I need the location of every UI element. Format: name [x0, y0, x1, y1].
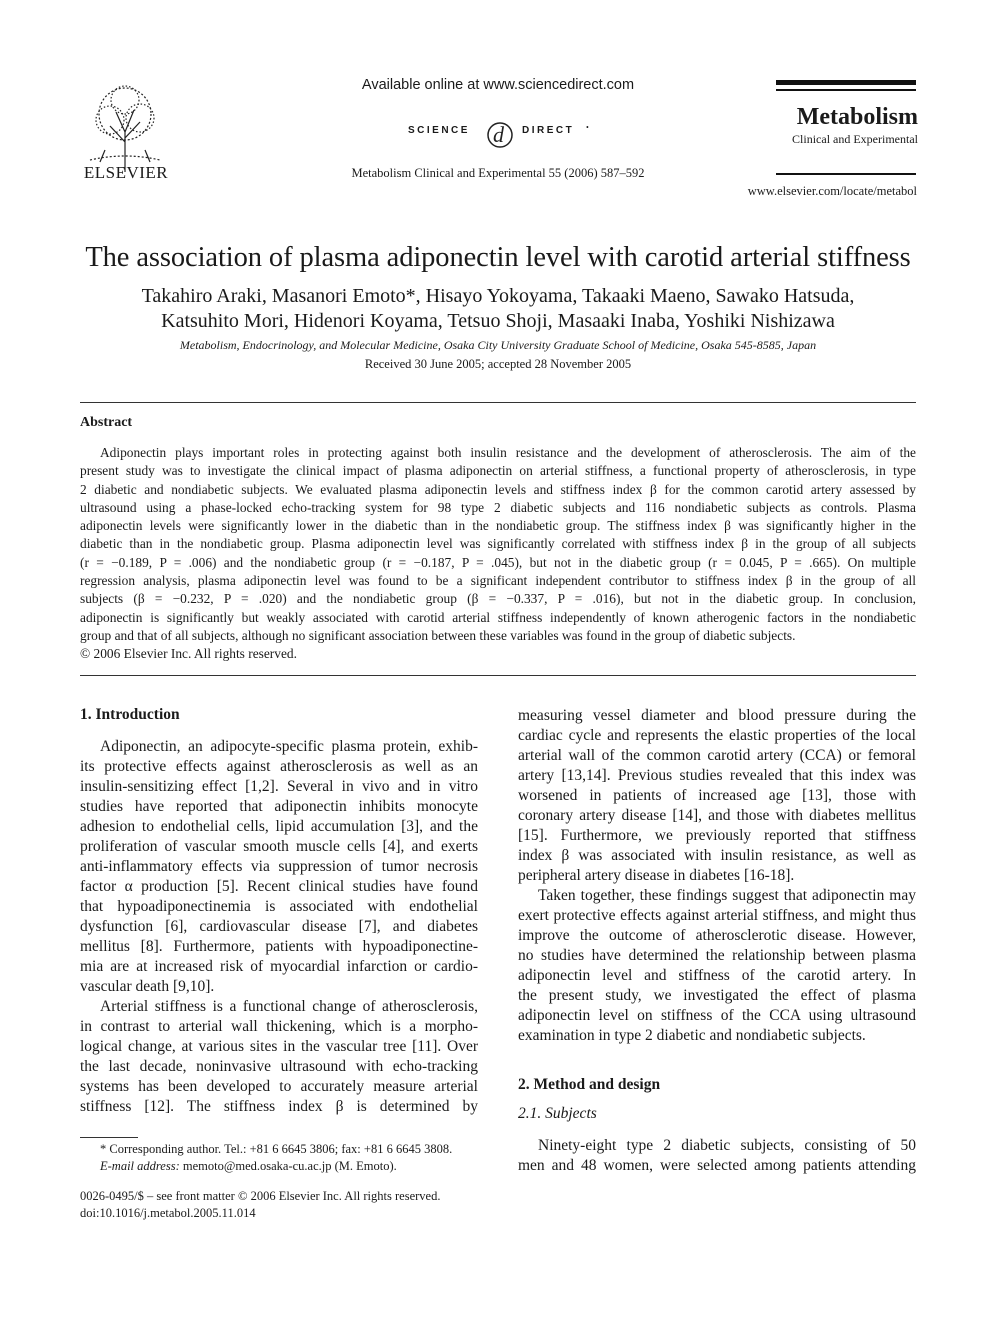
abstract-line: Adiponectin plays important roles in protecting against both insulin resistance and the development of atherosclerosis. The aim of the	[100, 445, 916, 460]
text-line: adhesion to endothelial cells, lipid accumulation [3], and the	[80, 818, 478, 835]
text-line: anti-inflammatory effects via suppression of tumor necrosis	[80, 858, 478, 875]
text-line: Taken together, these findings suggest that adiponectin may	[538, 887, 916, 904]
abstract-line: 2 diabetic and nondiabetic subjects. We evaluated plasma adiponectin levels and stiffness index β for the common carotid artery assessed by	[80, 481, 916, 497]
sd-left-text: SCIENCE	[408, 125, 470, 136]
text-line: artery [13,14]. Previous studies revealed that this index was	[518, 767, 916, 784]
text-line: adiponectin level and stiffness of the carotid artery. In	[518, 967, 916, 984]
text-line: index β was associated with insulin resistance, as well as	[518, 847, 916, 864]
journal-subtitle: Clinical and Experimental	[792, 132, 918, 146]
copyright-line: © 2006 Elsevier Inc. All rights reserved.	[80, 646, 297, 662]
text-line: mia are at increased risk of myocardial infarction or cardio-	[80, 958, 478, 975]
publisher-name: ELSEVIER	[83, 163, 169, 182]
footnote-rule	[80, 1137, 138, 1138]
journal-rule-thick	[776, 80, 916, 85]
text-line: factor α production [5]. Recent clinical studies have found	[80, 878, 478, 895]
text-line: examination in type 2 diabetic and nondiabetic subjects.	[518, 1027, 866, 1044]
text-line: the last decade, noninvasive ultrasound with echo-tracking	[80, 1058, 478, 1075]
text-line: cardiac cycle and represents the elastic properties of the local	[518, 727, 916, 744]
section-heading-methods: 2. Method and design	[518, 1076, 661, 1093]
journal-rule-thin	[776, 89, 916, 91]
text-line: vascular death [9,10].	[80, 978, 215, 995]
text-line: stiffness [12]. The stiffness index β is determined by	[80, 1098, 478, 1115]
sciencedirect-logo	[400, 115, 600, 153]
issn-line: 0026-0495/$ – see front matter © 2006 Elsevier Inc. All rights reserved.	[80, 1189, 441, 1203]
introduction-paragraph-3	[518, 706, 916, 1046]
abstract-line: subjects (β = −0.232, P = .020) and the nondiabetic group (β = −0.337, P = .016), but not in the diabetic group. In conclusion,	[80, 591, 916, 607]
text-line: in contrast to arterial wall thickening, which is a morpho-	[80, 1018, 478, 1035]
svg-text:d: d	[493, 122, 504, 147]
text-line: arterial wall of the common carotid artery (CCA) or femoral	[518, 747, 916, 764]
abstract-line: ultrasound using a phase-locked echo-tracking system for 98 type 2 diabetic subjects and 116 nondiabetic subjects as controls. Plasma	[80, 499, 916, 515]
abstract-line: group and that of all subjects, although no significant association between these variables was found in the group of diabetic subjects.	[80, 627, 796, 643]
section-heading-introduction: 1. Introduction	[80, 706, 180, 723]
text-line: no studies have determined the relationship between plasma	[518, 947, 916, 964]
text-line: the present study, we investigated the effect of plasma	[518, 987, 916, 1004]
journal-url-link[interactable]: www.elsevier.com/locate/metabol	[747, 184, 917, 198]
text-line: men and 48 women, were selected among patients attending	[518, 1157, 916, 1174]
author-list	[80, 284, 916, 334]
abstract-line: diabetic than in the nondiabetic group. Plasma adiponectin level was significantly correlated with stiffness index β in the group of all subjects	[80, 536, 916, 552]
text-line: adiponectin level on stiffness of the CCA using ultrasound	[518, 1007, 916, 1024]
text-line: measuring vessel diameter and blood pressure during the	[518, 707, 916, 724]
abstract-line: present study was to investigate the clinical impact of plasma adiponectin on arterial stiffness, a functional property of atherosclerosis, in type	[80, 463, 916, 479]
text-line: studies have reported that adiponectin inhibits monocyte	[80, 798, 478, 815]
text-line: its protective effects against atherosclerosis as well as an	[80, 758, 478, 775]
abstract-line: regression analysis, plasma adiponectin level was found to be a significant independent contributor to stiffness index β in the group of all	[80, 573, 916, 589]
received-dates: Received 30 June 2005; accepted 28 November 2005	[364, 357, 632, 371]
text-line: insulin-sensitizing effect [1,2]. Several in vivo and in vitro	[80, 778, 478, 795]
text-line: Arterial stiffness is a functional change of atherosclerosis,	[100, 998, 478, 1015]
available-online-text[interactable]: Available online at www.sciencedirect.com	[361, 77, 635, 93]
article-title: The association of plasma adiponectin level with carotid arterial stiffness	[85, 242, 911, 273]
abstract-line: (r = −0.189, P = .006) and the nondiabetic group (r = −0.187, P = .045), but not in the diabetic group (r = 0.045, P = .665). On multiple	[80, 554, 916, 570]
affiliation: Metabolism, Endocrinology, and Molecular Medicine, Osaka City University Graduate School of Medicine, Osaka 545-8585, Japan	[179, 338, 817, 352]
abstract-line: adiponectin levels were significantly lower in the diabetic than in the nondiabetic group. The stiffness index β was significantly higher in the	[80, 518, 916, 534]
email-value[interactable]: memoto@med.osaka-cu.ac.jp (M. Emoto).	[182, 1159, 397, 1173]
journal-rule-bottom	[776, 173, 916, 175]
text-line: [15]. Furthermore, we previously reported that stiffness	[518, 827, 916, 844]
sciencedirect-d-icon	[484, 115, 516, 153]
introduction-paragraph-1	[80, 737, 478, 1117]
text-line: Adiponectin, an adipocyte-specific plasma protein, exhib-	[100, 738, 478, 755]
corresponding-author-footnote: * Corresponding author. Tel.: +81 6 6645 3806; fax: +81 6 6645 3808.	[100, 1142, 453, 1156]
text-line: exert protective effects against arterial stiffness, and might thus	[518, 907, 916, 924]
text-line: dysfunction [6], cardiovascular disease [7], and diabetes	[80, 918, 478, 935]
text-line: proliferation of vascular smooth muscle cells [4], and exerts	[80, 838, 478, 855]
subjects-paragraph	[518, 1136, 916, 1176]
abstract-bottom-rule	[80, 675, 916, 676]
doi-line[interactable]: doi:10.1016/j.metabol.2005.11.014	[80, 1206, 256, 1220]
email-label: E-mail address:	[100, 1159, 180, 1173]
registered-mark-icon: •	[586, 123, 589, 132]
authors-line-1: Takahiro Araki, Masanori Emoto*, Hisayo Yokoyama, Takaaki Maeno, Sawako Hatsuda,	[141, 285, 855, 307]
sd-right-text: DIRECT	[522, 125, 575, 136]
text-line: improve the outcome of atherosclerotic disease. However,	[518, 927, 916, 944]
text-line: mellitus [8]. Furthermore, patients with hypoadiponectine-	[80, 938, 478, 955]
text-line: coronary artery disease [14], and those with diabetes mellitus	[518, 807, 916, 824]
journal-title: Metabolism	[796, 104, 918, 130]
authors-line-2: Katsuhito Mori, Hidenori Koyama, Tetsuo Shoji, Masaaki Inaba, Yoshiki Nishizawa	[161, 310, 835, 332]
abstract-heading: Abstract	[80, 415, 133, 430]
text-line: that hypoadiponectinemia is associated with endothelial	[80, 898, 478, 915]
text-line: peripheral artery disease in diabetes [16-18].	[518, 867, 795, 884]
text-line: systems has been developed to accurately measure arterial	[80, 1078, 478, 1095]
abstract-top-rule	[80, 402, 916, 403]
journal-citation: Metabolism Clinical and Experimental 55 (2006) 587–592	[351, 166, 645, 180]
text-line: worsened in patients of increased age [13], those with	[518, 787, 916, 804]
text-line: logical change, at various sites in the vascular tree [11]. Over	[80, 1038, 478, 1055]
text-line: Ninety-eight type 2 diabetic subjects, consisting of 50	[538, 1137, 916, 1154]
abstract-line: adiponectin is significantly but weakly associated with carotid arterial stiffness independently of known atherogenic factors in the nondiabetic	[80, 609, 916, 625]
abstract-body	[80, 444, 916, 664]
email-footnote	[80, 1158, 478, 1175]
subsection-heading-subjects: 2.1. Subjects	[518, 1105, 597, 1122]
